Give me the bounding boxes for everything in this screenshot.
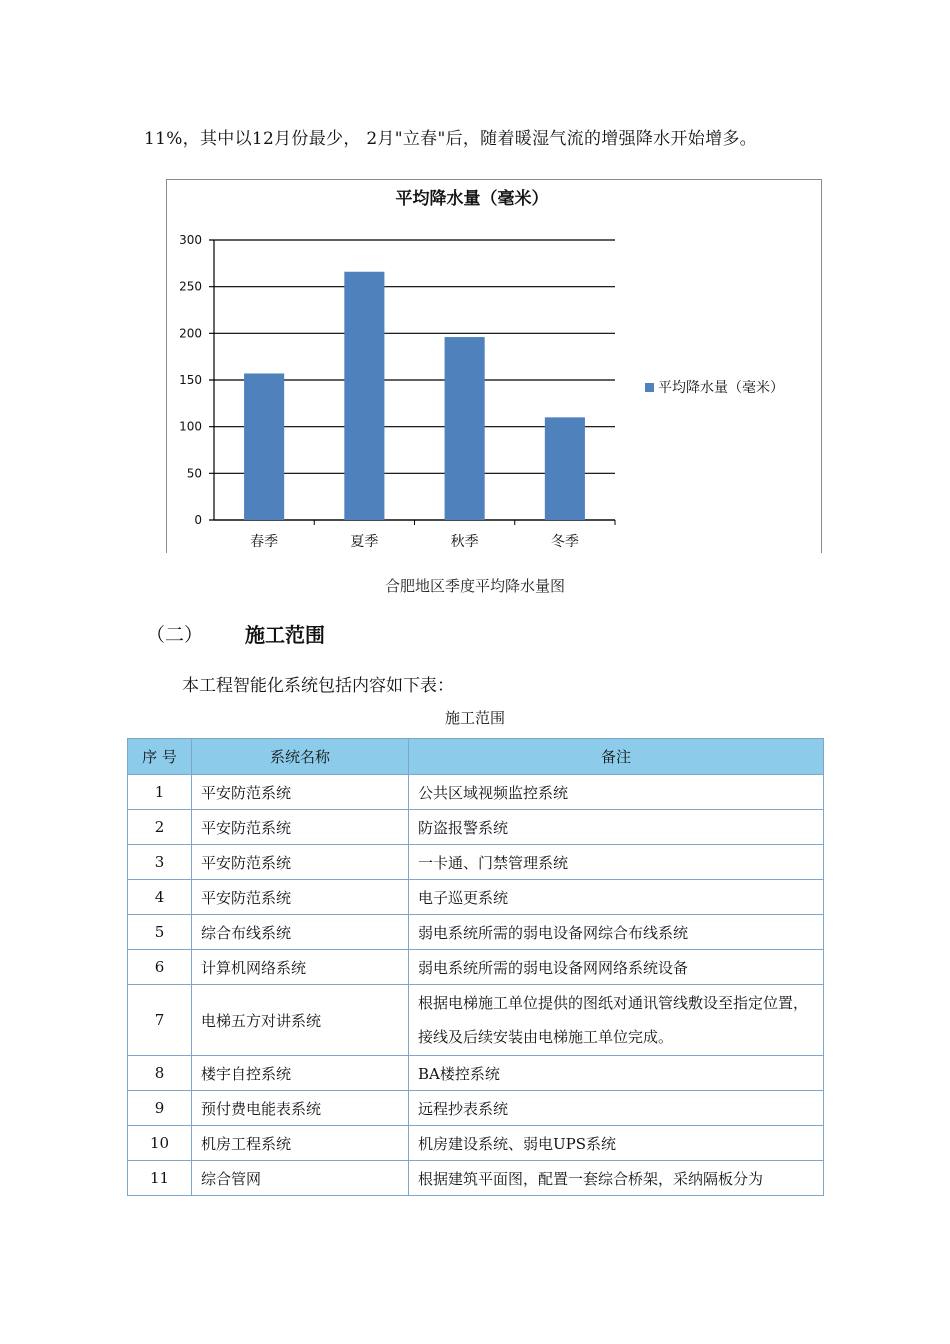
- x-tick-label: 冬季: [550, 534, 579, 550]
- x-tick-label: 春季: [250, 534, 279, 550]
- row-note: 一卡通、门禁管理系统: [409, 845, 824, 880]
- section-number: （二）: [146, 624, 204, 646]
- x-tick-label: 夏季: [350, 534, 379, 550]
- row-index: 2: [128, 810, 192, 845]
- row-system-name: 楼宇自控系统: [192, 1056, 409, 1091]
- bar: [545, 417, 585, 520]
- row-system-name: 平安防范系统: [192, 775, 409, 810]
- table-title: 施工范围: [444, 709, 505, 727]
- row-note: 远程抄表系统: [409, 1091, 824, 1126]
- lead-paragraph: 本工程智能化系统包括内容如下表：: [182, 676, 454, 696]
- row-system-name: 平安防范系统: [192, 810, 409, 845]
- row-note: 根据电梯施工单位提供的图纸对通讯管线敷设至指定位置，接线及后续安装由电梯施工单位完成。: [409, 985, 824, 1056]
- row-system-name: 计算机网络系统: [192, 950, 409, 985]
- scope-table: [127, 738, 824, 1196]
- row-system-name: 平安防范系统: [192, 880, 409, 915]
- row-system-name: 综合布线系统: [192, 915, 409, 950]
- y-tick-label: 250: [179, 279, 202, 294]
- row-index: 7: [128, 985, 192, 1056]
- row-note: 机房建设系统、弱电UPS系统: [409, 1126, 824, 1161]
- table-row: [128, 950, 824, 985]
- table-row: [128, 915, 824, 950]
- chart-caption: 合肥地区季度平均降水量图: [384, 577, 565, 595]
- legend-swatch: [645, 383, 654, 392]
- y-tick-label: 100: [179, 419, 202, 434]
- precipitation-chart: [166, 179, 822, 553]
- row-index: 1: [128, 775, 192, 810]
- table-row: [128, 880, 824, 915]
- row-note: 根据建筑平面图，配置一套综合桥架，采纳隔板分为: [409, 1161, 824, 1196]
- table-header-row: [128, 739, 824, 775]
- row-note: 公共区域视频监控系统: [409, 775, 824, 810]
- bar: [344, 272, 384, 520]
- row-index: 6: [128, 950, 192, 985]
- section-title: 施工范围: [245, 623, 325, 647]
- row-note: BA楼控系统: [409, 1056, 824, 1091]
- table-row: [128, 775, 824, 810]
- header-index: 序 号: [128, 739, 192, 775]
- row-index: 8: [128, 1056, 192, 1091]
- row-index: 10: [128, 1126, 192, 1161]
- table-row: [128, 1126, 824, 1161]
- y-tick-label: 0: [194, 513, 202, 527]
- y-tick-label: 50: [186, 466, 202, 481]
- row-note: 防盗报警系统: [409, 810, 824, 845]
- header-note: 备注: [409, 739, 824, 775]
- header-system-name: 系统名称: [192, 739, 409, 775]
- row-index: 5: [128, 915, 192, 950]
- row-system-name: 预付费电能表系统: [192, 1091, 409, 1126]
- row-system-name: 平安防范系统: [192, 845, 409, 880]
- row-index: 4: [128, 880, 192, 915]
- row-note: 电子巡更系统: [409, 880, 824, 915]
- row-index: 9: [128, 1091, 192, 1126]
- y-tick-label: 300: [179, 233, 202, 247]
- row-index: 11: [128, 1161, 192, 1196]
- table-row: [128, 1091, 824, 1126]
- y-tick-label: 200: [179, 326, 202, 341]
- table-row: [128, 845, 824, 880]
- table-row: [128, 810, 824, 845]
- row-system-name: 机房工程系统: [192, 1126, 409, 1161]
- bar: [244, 373, 284, 520]
- legend-label: 平均降水量（毫米）: [658, 380, 784, 396]
- row-note: 弱电系统所需的弱电设备网网络系统设备: [409, 950, 824, 985]
- table-row: [128, 985, 824, 1056]
- table-row: [128, 1056, 824, 1091]
- row-note: 弱电系统所需的弱电设备网综合布线系统: [409, 915, 824, 950]
- x-tick-label: 秋季: [450, 534, 479, 550]
- intro-paragraph: 11%，其中以12月份最少， 2月"立春"后，随着暖湿气流的增强降水开始增多。: [144, 129, 757, 149]
- chart-title: 平均降水量（毫米）: [395, 189, 549, 209]
- bar: [445, 337, 485, 520]
- row-system-name: 电梯五方对讲系统: [192, 985, 409, 1056]
- y-tick-label: 150: [179, 373, 202, 387]
- table-row: [128, 1161, 824, 1196]
- row-system-name: 综合管网: [192, 1161, 409, 1196]
- row-index: 3: [128, 845, 192, 880]
- chart-svg: [167, 180, 821, 554]
